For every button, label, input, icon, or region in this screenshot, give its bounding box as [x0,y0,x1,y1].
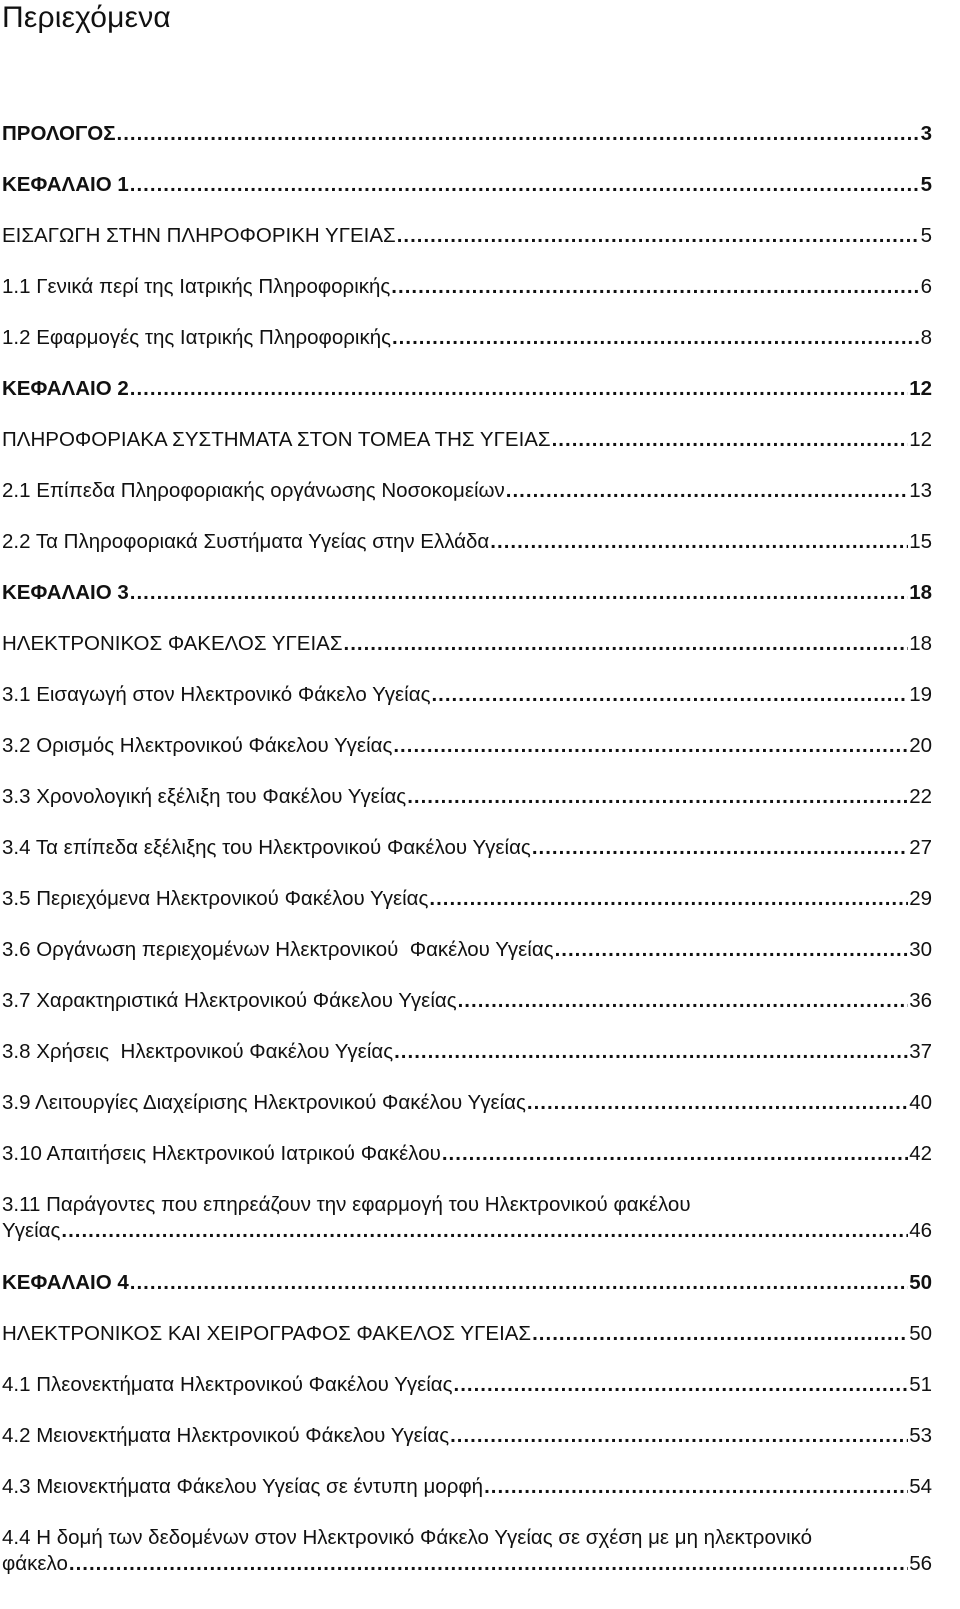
dot-leader [393,733,908,759]
dot-leader [61,1218,908,1244]
toc-entry[interactable] [2,835,932,861]
toc-entry[interactable] [2,1192,932,1244]
dot-leader [458,988,909,1014]
toc-entry-title: 2.2 Τα Πληροφοριακά Συστήματα Υγείας στην Ελλάδα [2,530,490,553]
toc-entry[interactable] [2,1090,932,1116]
toc-entry[interactable] [2,1474,932,1500]
toc-entry-title: ΚΕΦΑΛΑΙΟ 2 [2,377,129,400]
toc-entry[interactable] [2,1270,932,1296]
toc-entry-title: ΚΕΦΑΛΑΙΟ 4 [2,1271,129,1294]
toc-entry-page-number: 29 [909,887,932,910]
toc-entry[interactable] [2,121,932,147]
toc-entry-title: ΚΕΦΑΛΑΙΟ 1 [2,173,129,196]
dot-leader [484,1474,908,1500]
toc-entry[interactable] [2,1039,932,1065]
toc-entry-title: 3.11 Παράγοντες που επηρεάζουν την εφαρμογή του Ηλεκτρονικού φακέλου [2,1193,691,1216]
dot-leader [130,376,908,402]
toc-entry-title: 2.1 Επίπεδα Πληροφοριακής οργάνωσης Νοσοκομείων [2,479,505,502]
toc-entry-title: 3.4 Τα επίπεδα εξέλιξης του Ηλεκτρονικού Φακέλου Υγείας [2,836,531,859]
toc-entry-page-number: 15 [909,530,932,553]
toc-entry[interactable] [2,733,932,759]
toc-entry-title: 3.6 Οργάνωση περιεχομένων Ηλεκτρονικού Φακέλου Υγείας [2,938,554,961]
toc-entry-page-number: 53 [909,1424,932,1447]
toc-entry-title: 3.7 Χαρακτηριστικά Ηλεκτρονικού Φάκελου Υγείας [2,989,457,1012]
toc-entry[interactable] [2,937,932,963]
toc-entry[interactable] [2,784,932,810]
dot-leader [555,937,909,963]
toc-entry-page-number: 46 [909,1219,932,1242]
toc-entry-page-number: 6 [920,275,932,298]
toc-entry-title: ΠΛΗΡΟΦΟΡΙΑΚΑ ΣΥΣΤΗΜΑΤΑ ΣΤΟΝ ΤΟΜΕΑ ΤΗΣ ΥΓΕΙΑΣ [2,428,551,451]
toc-entry-page-number: 19 [909,683,932,706]
dot-leader [450,1423,908,1449]
toc-entry-title: 4.3 Μειονεκτήματα Φάκελου Υγείας σε έντυπη μορφή [2,1475,484,1498]
toc-entry-title: 3.9 Λειτουργίες Διαχείρισης Ηλεκτρονικού Φακέλου Υγείας [2,1091,526,1114]
toc-entry-page-number: 50 [909,1271,932,1294]
toc-entry-page-number: 18 [909,581,932,604]
dot-leader [506,478,908,504]
toc-entry[interactable] [2,988,932,1014]
dot-leader [552,427,909,453]
toc-entry-page-number: 18 [909,632,932,655]
toc-entry[interactable] [2,427,932,453]
toc-entry-page-number: 40 [909,1091,932,1114]
toc-entry-page-number: 51 [909,1373,932,1396]
toc-entry-title: 3.2 Ορισμός Ηλεκτρονικού Φάκελου Υγείας [2,734,393,757]
toc-entry[interactable] [2,478,932,504]
toc-entry-page-number: 8 [920,326,932,349]
toc-entry[interactable] [2,274,932,300]
dot-leader [69,1551,908,1577]
toc-entry[interactable] [2,1321,932,1347]
toc-entry-page-number: 13 [909,479,932,502]
dot-leader [391,274,919,300]
dot-leader [527,1090,908,1116]
toc-entry-page-number: 5 [920,173,932,196]
toc-entry-title: 3.1 Εισαγωγή στον Ηλεκτρονικό Φάκελο Υγείας [2,683,431,706]
toc-entry-page-number: 37 [909,1040,932,1063]
dot-leader [532,1321,908,1347]
toc-entry[interactable] [2,325,932,351]
dot-leader [454,1372,909,1398]
toc-entry-page-number: 3 [920,122,932,145]
toc-entry-title: ΚΕΦΑΛΑΙΟ 3 [2,581,129,604]
dot-leader [397,223,920,249]
toc-entry-title: 4.2 Μειονεκτήματα Ηλεκτρονικού Φάκελου Υγείας [2,1424,450,1447]
toc-entry-page-number: 50 [909,1322,932,1345]
toc-entry-page-number: 42 [909,1142,932,1165]
toc-entry-title: ΕΙΣΑΓΩΓΗ ΣΤΗΝ ΠΛΗΡΟΦΟΡΙΚΗ ΥΓΕΙΑΣ [2,224,396,247]
dot-leader [130,172,920,198]
dot-leader [431,682,908,708]
toc-entry-page-number: 12 [909,377,932,400]
toc-entry[interactable] [2,886,932,912]
toc-entry-page-number: 56 [909,1552,932,1575]
toc-entry[interactable] [2,376,932,402]
dot-leader [490,529,908,555]
toc-entry-title-continuation: Υγείας [2,1219,61,1242]
toc-entry[interactable] [2,1423,932,1449]
toc-entry-title: 3.5 Περιεχόμενα Ηλεκτρονικού Φακέλου Υγείας [2,887,429,910]
dot-leader [344,631,909,657]
toc-entry-page-number: 12 [909,428,932,451]
toc-entry-title: 3.10 Απαιτήσεις Ηλεκτρονικού Ιατρικού Φακέλου [2,1142,441,1165]
toc-entry-title: 1.1 Γενικά περί της Ιατρικής Πληροφορικής [2,275,391,298]
dot-leader [532,835,908,861]
toc-entry-page-number: 20 [909,734,932,757]
dot-leader [407,784,908,810]
dot-leader [130,580,908,606]
toc-entry[interactable] [2,1525,932,1577]
toc-entry-page-number: 27 [909,836,932,859]
toc-entry-page-number: 54 [909,1475,932,1498]
dot-leader [130,1270,908,1296]
dot-leader [429,886,908,912]
toc-entry[interactable] [2,631,932,657]
toc-entry[interactable] [2,223,932,249]
toc-entry-title: ΠΡΟΛΟΓΟΣ [2,122,116,145]
dot-leader [394,1039,908,1065]
toc-entry-title: ΗΛΕΚΤΡΟΝΙΚΟΣ ΦΑΚΕΛΟΣ ΥΓΕΙΑΣ [2,632,343,655]
toc-entry[interactable] [2,529,932,555]
toc-entry-page-number: 36 [909,989,932,1012]
toc-entry[interactable] [2,1141,932,1167]
toc-entry-title: 4.4 Η δομή των δεδομένων στον Ηλεκτρονικό Φάκελο Υγείας σε σχέση με μη ηλεκτρονικό [2,1526,813,1549]
toc-entry-title: 3.8 Χρήσεις Ηλεκτρονικού Φακέλου Υγείας [2,1040,394,1063]
toc-entry-title: ΗΛΕΚΤΡΟΝΙΚΟΣ ΚΑΙ ΧΕΙΡΟΓΡΑΦΟΣ ΦΑΚΕΛΟΣ ΥΓΕΙΑΣ [2,1322,532,1345]
toc-entry[interactable] [2,172,932,198]
dot-leader [392,325,920,351]
toc-entry-page-number: 22 [909,785,932,808]
dot-leader [117,121,920,147]
page-title: Περιεχόμενα [2,1,171,34]
toc-entry-page-number: 5 [920,224,932,247]
toc-entry-title: 1.2 Εφαρμογές της Ιατρικής Πληροφορικής [2,326,391,349]
toc-entry-title: 3.3 Χρονολογική εξέλιξη του Φακέλου Υγείας [2,785,407,808]
dot-leader [442,1141,908,1167]
toc-entry[interactable] [2,580,932,606]
toc-entry-title-continuation: φάκελο [2,1552,68,1575]
toc-entry[interactable] [2,1372,932,1398]
toc-entry[interactable] [2,682,932,708]
toc-entry-title: 4.1 Πλεονεκτήματα Ηλεκτρονικού Φακέλου Υγείας [2,1373,453,1396]
toc-entry-page-number: 30 [909,938,932,961]
